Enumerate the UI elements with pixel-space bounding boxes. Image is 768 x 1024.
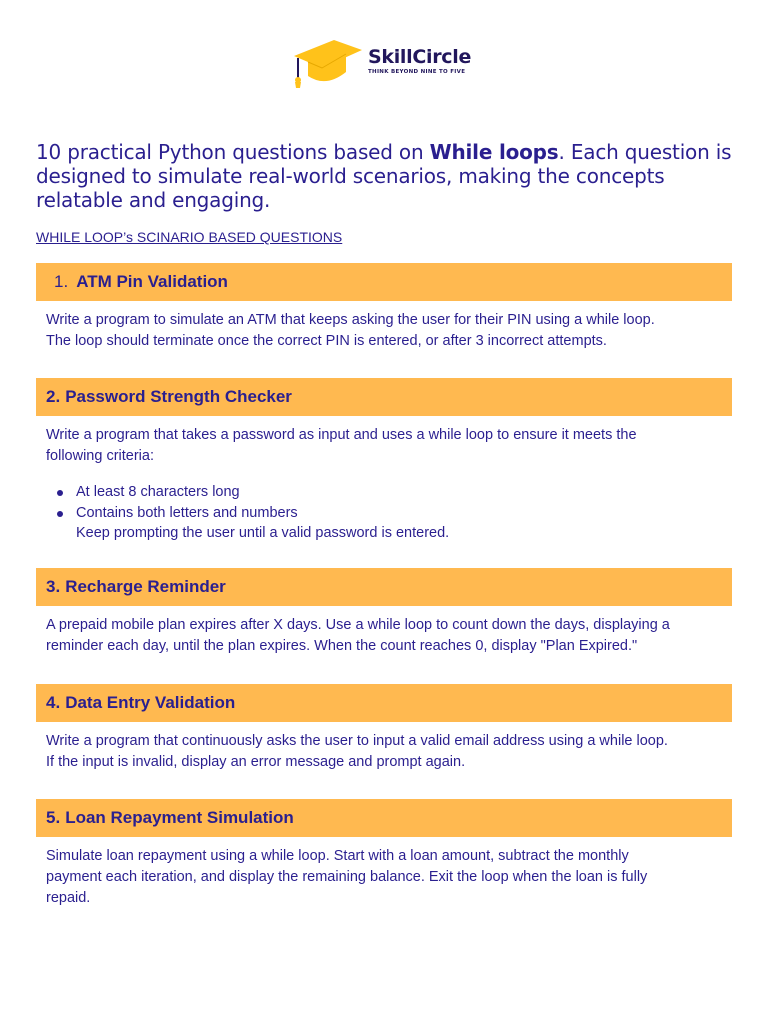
question-number: 1. [54,272,69,291]
question-header-3 [36,568,732,606]
question-body-4 [46,731,726,773]
list-item-text: At least 8 characters long [76,484,240,500]
body-line: repaid. [46,890,91,906]
question-body-1 [46,310,726,352]
question-header-4 [36,684,732,722]
list-item-text: Contains both letters and numbers [76,504,298,521]
list-item [56,482,716,503]
question-title: Loan Repayment Simulation [65,808,294,827]
question-number: 4. [46,693,61,712]
list-item [56,503,716,524]
intro-text-after: . Each question is designed to simulate real-world scenarios, making the concepts relatable and engaging. [36,140,732,212]
question-title: Recharge Reminder [65,577,226,596]
question-body-3 [46,615,726,657]
criteria-list [56,482,716,523]
question-body-2 [46,425,726,467]
intro-heading [36,140,746,212]
question-number: 3. [46,577,61,596]
bullet-icon [57,490,63,496]
body-line: Write a program that takes a password as input and uses a while loop to ensure it meets the [46,427,637,443]
question-header-5 [36,799,732,837]
graduation-cap-icon [290,36,364,92]
intro-text-bold: While loops [429,140,559,164]
body-line: If the input is invalid, display an error message and prompt again. [46,754,466,770]
question-number: 2. [46,387,61,406]
body-line: A prepaid mobile plan expires after X days. Use a while loop to count down the days, displaying a [46,617,670,633]
body-line: payment each iteration, and display the remaining balance. Exit the loop when the loan is fully [46,869,648,885]
body-line: Write a program that continuously asks the user to input a valid email address using a while loop. [46,733,668,749]
body-line: reminder each day, until the plan expires. When the count reaches 0, display "Plan Expired." [46,638,638,654]
brand-tagline: THINK BEYOND NINE TO FIVE [368,69,466,75]
brand-name: SkillCircle [368,46,472,68]
section-subtitle: WHILE LOOP’s SCINARIO BASED QUESTIONS [36,229,343,245]
question-header-1 [36,263,732,301]
brand-logo [290,36,471,92]
body-line: Simulate loan repayment using a while loop. Start with a loan amount, subtract the monthly [46,848,629,864]
intro-text-before: 10 practical Python questions based on [36,140,430,164]
question-body-2-followup: Keep prompting the user until a valid password is entered. [76,525,450,541]
question-title: Data Entry Validation [65,693,236,712]
question-title: Password Strength Checker [65,387,292,406]
question-number: 5. [46,808,61,827]
question-body-5 [46,846,726,909]
body-line: following criteria: [46,448,154,464]
question-title: ATM Pin Validation [76,272,228,291]
bullet-icon [57,511,63,517]
question-header-2 [36,378,732,416]
body-line: Write a program to simulate an ATM that keeps asking the user for their PIN using a while loop. [46,312,655,328]
body-line: The loop should terminate once the correct PIN is entered, or after 3 incorrect attempts. [46,333,607,349]
